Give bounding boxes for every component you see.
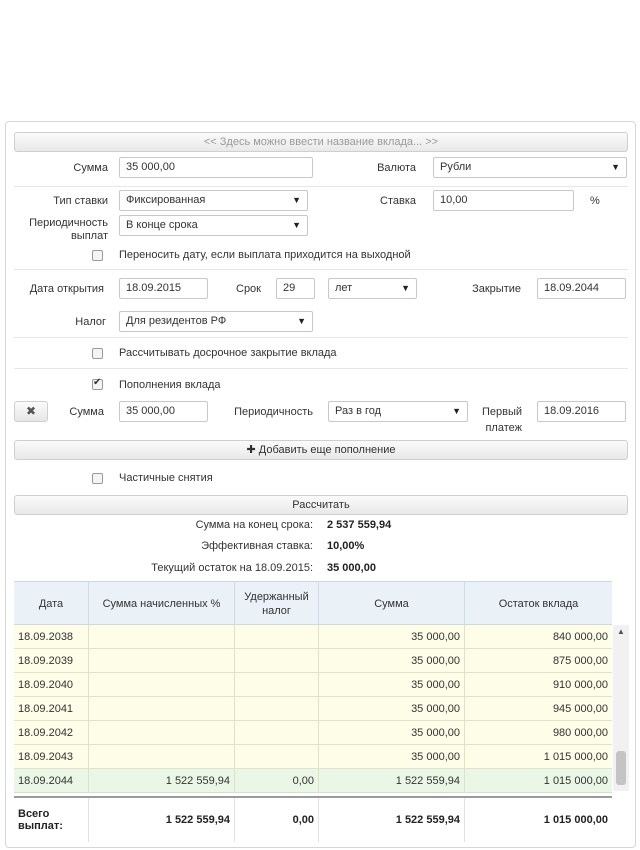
currency-label: Валюта <box>377 162 416 174</box>
table-scrollbar[interactable] <box>613 625 629 791</box>
balance-value: 35 000,00 <box>327 562 376 574</box>
calculate-button[interactable]: Рассчитать <box>14 495 628 515</box>
cell-sum: 35 000,00 <box>319 625 465 649</box>
table-row <box>14 697 612 721</box>
payout-period-select[interactable] <box>119 215 308 236</box>
move-date-label: Переносить дату, если выплата приходится на выходной <box>119 249 411 261</box>
early-close-label: Рассчитывать досрочное закрытие вклада <box>119 347 337 359</box>
end-sum-value: 2 537 559,94 <box>327 519 392 531</box>
term-unit-select[interactable] <box>328 278 417 299</box>
cell-balance: 1 015 000,00 <box>543 775 608 787</box>
cell-interest <box>89 697 235 721</box>
chevron-down-icon: ▼ <box>611 162 620 172</box>
chevron-down-icon: ▼ <box>292 195 301 205</box>
cell-date: 18.09.2039 <box>14 649 89 673</box>
term-label: Срок <box>236 283 261 295</box>
cell-balance: 1 015 000,00 <box>543 751 608 763</box>
header-sum: Сумма <box>319 582 465 626</box>
cell-sum: 35 000,00 <box>319 745 465 769</box>
chevron-down-icon: ▼ <box>297 316 306 326</box>
cell-balance: 910 000,00 <box>552 679 608 691</box>
header-tax-line2: налог <box>262 605 291 617</box>
currency-value: Рубли <box>440 161 472 173</box>
table-row <box>14 745 612 769</box>
add-replenishment-label: Добавить еще пополнение <box>258 444 396 456</box>
plus-icon: ✚ <box>246 444 256 456</box>
tax-select[interactable] <box>119 311 313 332</box>
effective-rate-value: 10,00% <box>327 540 365 552</box>
cell-balance: 840 000,00 <box>552 631 608 643</box>
currency-select[interactable] <box>433 157 627 178</box>
first-payment-label-2: платеж <box>485 422 522 434</box>
first-payment-input[interactable]: 18.09.2016 <box>537 401 626 422</box>
header-date: Дата <box>14 582 89 626</box>
first-payment-label-1: Первый <box>481 406 522 418</box>
cell-tax <box>235 721 319 745</box>
replenish-label: Пополнения вклада <box>119 379 221 391</box>
scroll-thumb[interactable] <box>616 751 626 785</box>
rate-unit: % <box>590 195 600 207</box>
open-date-label: Дата открытия <box>29 283 104 295</box>
footer-label-line2: выплат: <box>18 820 63 832</box>
tax-label: Налог <box>75 316 106 328</box>
cell-sum: 35 000,00 <box>319 721 465 745</box>
replenish-amount-label: Сумма <box>69 406 104 418</box>
cell-date: 18.09.2042 <box>14 721 89 745</box>
close-date-input[interactable]: 18.09.2044 <box>537 278 626 299</box>
cell-tax <box>235 673 319 697</box>
scroll-up-icon[interactable]: ▲ <box>617 627 625 636</box>
header-interest: Сумма начисленных % <box>89 582 235 626</box>
table-row <box>14 625 612 649</box>
term-unit-value: лет <box>335 282 353 294</box>
cell-date: 18.09.2044 <box>14 769 89 793</box>
footer-label-line1: Всего <box>18 808 50 820</box>
divider <box>14 368 628 369</box>
tax-value: Для резидентов РФ <box>126 315 227 327</box>
cell-balance: 980 000,00 <box>552 727 608 739</box>
cell-balance: 875 000,00 <box>552 655 608 667</box>
cell-sum: 35 000,00 <box>319 697 465 721</box>
table-header <box>14 581 612 625</box>
cell-date: 18.09.2038 <box>14 625 89 649</box>
balance-label: Текущий остаток на 18.09.2015: <box>151 562 313 574</box>
close-x-icon: ✖ <box>25 404 37 418</box>
end-sum-label: Сумма на конец срока: <box>195 519 313 531</box>
deposit-name-input[interactable]: << Здесь можно ввести название вклада... >> <box>14 132 628 152</box>
rate-type-select[interactable] <box>119 190 308 211</box>
effective-rate-label: Эффективная ставка: <box>201 540 313 552</box>
partial-withdraw-label: Частичные снятия <box>119 472 213 484</box>
close-date-label: Закрытие <box>472 283 521 295</box>
header-tax-line1: Удержанный <box>244 591 309 603</box>
cell-interest <box>89 649 235 673</box>
open-date-input[interactable]: 18.09.2015 <box>119 278 208 299</box>
rate-type-value: Фиксированная <box>126 194 206 206</box>
replenish-amount-input[interactable]: 35 000,00 <box>119 401 208 422</box>
remove-replenishment-button[interactable] <box>14 401 48 422</box>
cell-tax <box>235 745 319 769</box>
table-row <box>14 721 612 745</box>
cell-interest <box>89 625 235 649</box>
table-row <box>14 649 612 673</box>
partial-withdraw-checkbox[interactable] <box>92 473 103 484</box>
footer-balance: 1 015 000,00 <box>543 814 608 826</box>
cell-sum: 35 000,00 <box>319 673 465 697</box>
replenish-period-value: Раз в год <box>335 405 382 417</box>
cell-sum: 1 522 559,94 <box>319 769 465 793</box>
early-close-checkbox[interactable] <box>92 348 103 359</box>
add-replenishment-button[interactable] <box>14 440 628 460</box>
payout-period-label-1: Периодичность <box>29 217 108 229</box>
cell-balance: 945 000,00 <box>552 703 608 715</box>
cell-date: 18.09.2040 <box>14 673 89 697</box>
footer-sum: 1 522 559,94 <box>319 798 465 842</box>
divider <box>14 337 628 338</box>
chevron-down-icon: ▼ <box>401 283 410 293</box>
amount-input[interactable]: 35 000,00 <box>119 157 313 178</box>
cell-tax: 0,00 <box>235 769 319 793</box>
cell-interest <box>89 721 235 745</box>
divider <box>14 186 628 187</box>
payout-period-value: В конце срока <box>126 219 198 231</box>
rate-label: Ставка <box>380 195 416 207</box>
rate-input[interactable]: 10,00 <box>433 190 574 211</box>
footer-label <box>14 798 89 842</box>
cell-interest: 1 522 559,94 <box>89 769 235 793</box>
payout-period-label-2: выплат <box>70 230 108 242</box>
cell-date: 18.09.2043 <box>14 745 89 769</box>
cell-interest <box>89 673 235 697</box>
move-date-checkbox[interactable] <box>92 250 103 261</box>
rate-type-label: Тип ставки <box>53 195 108 207</box>
table-row <box>14 769 612 793</box>
table-footer <box>14 796 612 842</box>
cell-interest <box>89 745 235 769</box>
divider <box>14 269 628 270</box>
footer-tax: 0,00 <box>235 798 319 842</box>
chevron-down-icon: ▼ <box>292 220 301 230</box>
chevron-down-icon: ▼ <box>452 406 461 416</box>
cell-tax <box>235 625 319 649</box>
term-input[interactable]: 29 <box>276 278 315 299</box>
replenish-checkbox[interactable] <box>92 379 103 390</box>
deposit-calculator-panel <box>5 121 636 848</box>
header-balance: Остаток вклада <box>498 598 579 610</box>
amount-label: Сумма <box>73 162 108 174</box>
cell-sum: 35 000,00 <box>319 649 465 673</box>
cell-tax <box>235 649 319 673</box>
cell-date: 18.09.2041 <box>14 697 89 721</box>
header-tax <box>235 582 319 626</box>
table-row <box>14 673 612 697</box>
replenish-period-select[interactable] <box>328 401 468 422</box>
replenish-period-label: Периодичность <box>234 406 313 418</box>
footer-interest: 1 522 559,94 <box>89 798 235 842</box>
cell-tax <box>235 697 319 721</box>
